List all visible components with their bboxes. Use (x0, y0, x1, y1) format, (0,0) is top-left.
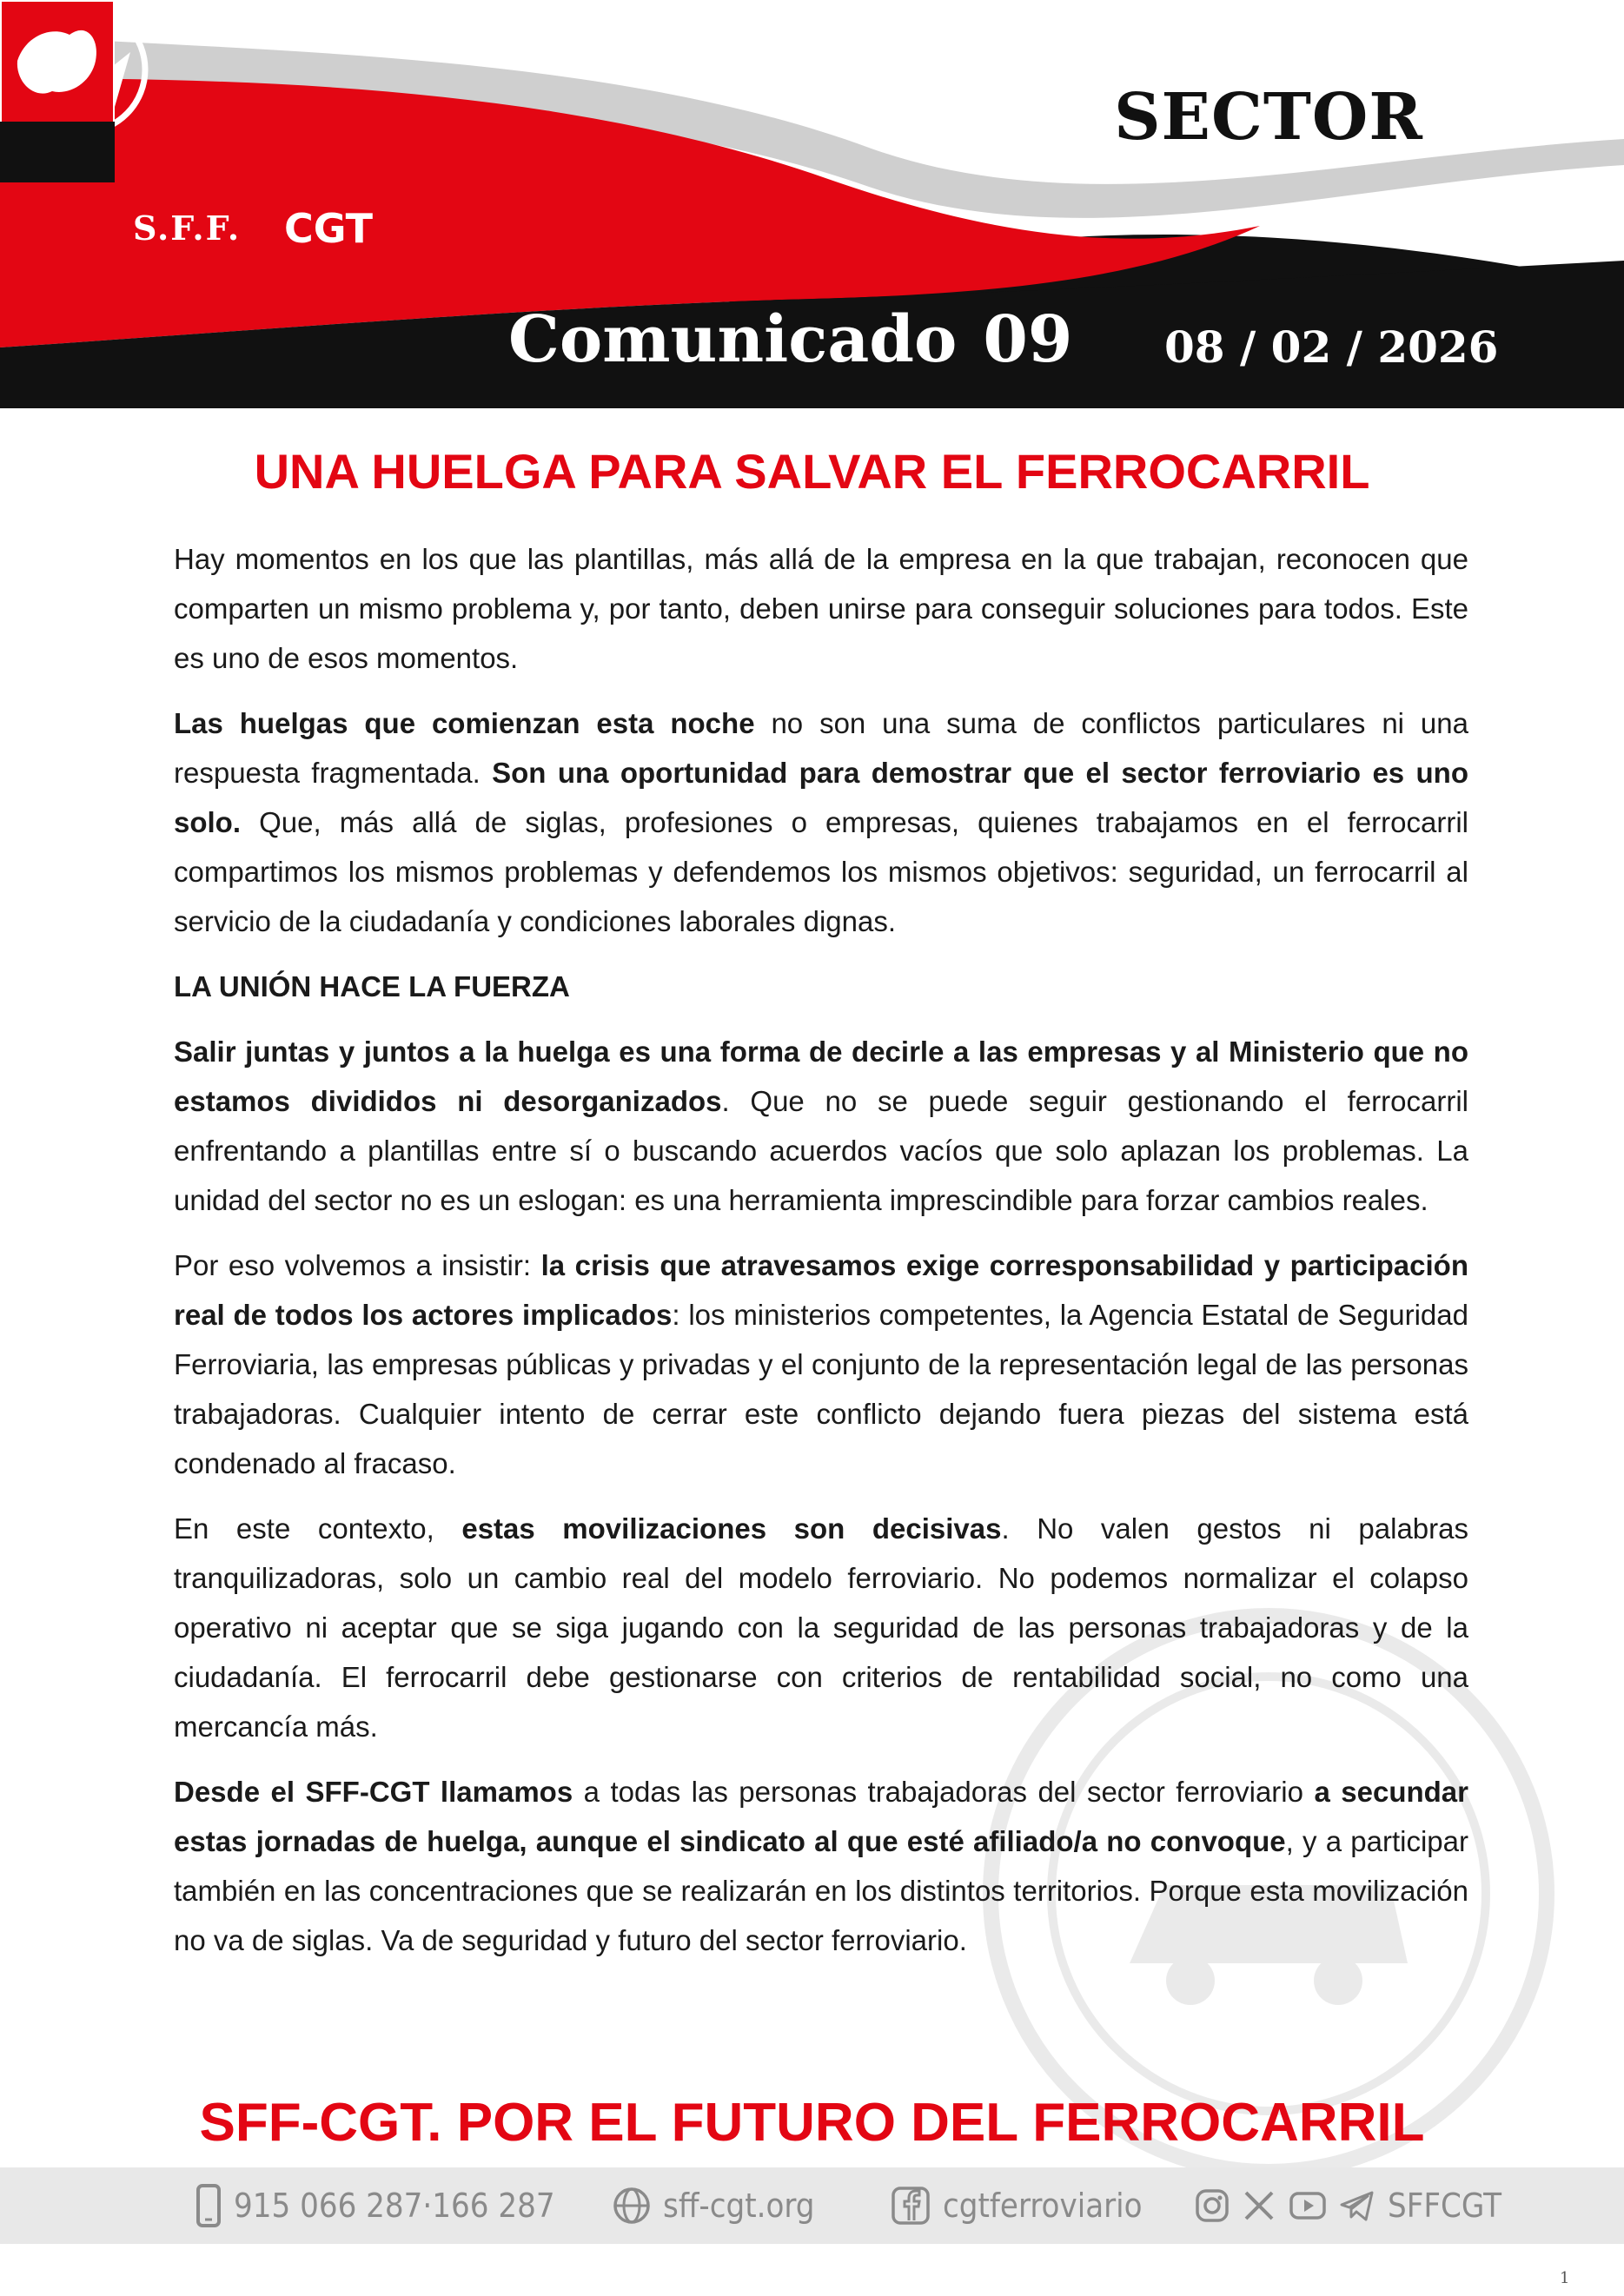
footer-website[interactable] (613, 2167, 814, 2244)
instagram-icon[interactable] (1195, 2188, 1230, 2223)
header-banner (0, 0, 1624, 408)
comunicado-title (508, 302, 1072, 377)
footer-phone (196, 2167, 555, 2244)
footer-social-handle[interactable]: SFFCGT (1388, 2187, 1501, 2225)
p4-text-2: : los ministerios competentes, la Agencia Estatal de Seguridad Ferroviaria, las empresas públicas y privadas y el conjunto de la representación legal de las personas trabajadoras. Cualquier intento de cerrar este conflicto dejando fuera piezas del sistema está condenado al fracaso. (174, 1299, 1468, 1479)
p4-bold-1: la crisis que atravesamos exige corresponsabilidad y participación real de todos los actores implicados (174, 1249, 1468, 1331)
p4-text-1: Por eso volvemos a insistir: (174, 1249, 541, 1281)
paragraph-4 (174, 1241, 1468, 1488)
facebook-icon (891, 2186, 931, 2226)
youtube-icon[interactable] (1289, 2188, 1327, 2223)
p5-text-1: En este contexto, (174, 1512, 462, 1545)
p6-bold-1: Desde el SFF-CGT llamamos (174, 1776, 573, 1808)
sector-label: SECTOR (1114, 80, 1423, 155)
p2-text-2: Que, más allá de siglas, profesiones o empresas, quienes trabajamos en el ferrocarril compartimos los mismos problemas y defendemos los mismos objetivos: seguridad, un ferrocarril al servicio de la ciudadanía y condiciones laborales dignas. (174, 806, 1468, 937)
footer-website-text[interactable]: sff-cgt.org (663, 2187, 815, 2225)
p6-text-1: a todas las personas trabajadoras del sector ferroviario (573, 1776, 1315, 1808)
footer-facebook[interactable] (891, 2167, 1143, 2244)
p2-text-1: no son una suma de conflictos particulares ni una respuesta fragmentada. (174, 707, 1468, 789)
p6-bold-2: a secundar estas jornadas de huelga, aunque el sindicato al que esté afiliado/a no convoque (174, 1776, 1468, 1857)
paragraph-3 (174, 1027, 1468, 1225)
cgt-logo-text: CGT (283, 205, 374, 252)
footer-facebook-text[interactable]: cgtferroviario (943, 2187, 1143, 2225)
footer-contact-bar (0, 2167, 1624, 2244)
p2-bold-1: Las huelgas que comienzan esta noche (174, 707, 755, 739)
paragraph-2 (174, 698, 1468, 946)
comunicado-label: Comunicado (508, 302, 958, 377)
article-body (174, 534, 1468, 1981)
p2-bold-2: Son una oportunidad para demostrar que el sector ferroviario es uno solo. (174, 757, 1468, 838)
sff-logo-text: S.F.F. (132, 208, 242, 248)
p6-text-2: , y a participar también en las concentraciones que se realizarán en los distintos territorios. Porque esta movilización no va de siglas. Va de seguridad y futuro del sector ferroviario. (174, 1825, 1468, 1956)
paragraph-6 (174, 1767, 1468, 1965)
p3-text-1: . Que no se puede seguir gestionando el ferrocarril enfrentando a plantillas entre sí o buscando acuerdos vacíos que solo aplazan los problemas. La unidad del sector no es un eslogan: es una herramienta imprescindible para forzar cambios reales. (174, 1085, 1468, 1216)
page-number: 1 (1560, 2269, 1570, 2287)
comunicado-number: 09 (983, 302, 1073, 377)
footer-phone-text: 915 066 287·166 287 (234, 2187, 555, 2225)
phone-icon (196, 2183, 222, 2228)
subheading: LA UNIÓN HACE LA FUERZA (174, 970, 570, 1002)
x-icon[interactable] (1242, 2188, 1276, 2223)
telegram-icon[interactable] (1339, 2188, 1375, 2223)
footer-social (1195, 2167, 1501, 2244)
p5-bold-1: estas movilizaciones son decisivas (461, 1512, 1002, 1545)
globe-icon (613, 2187, 651, 2225)
page-title: UNA HUELGA PARA SALVAR EL FERROCARRIL (254, 444, 1370, 499)
paragraph-5 (174, 1504, 1468, 1751)
paragraph-1: Hay momentos en los que las plantillas, más allá de la empresa en la que trabajan, reconocen que comparten un mismo problema y, por tanto, deben unirse para conseguir soluciones para todos. Este es uno de esos momentos. (174, 543, 1468, 674)
p5-text-2: . No valen gestos ni palabras tranquilizadoras, solo un cambio real del modelo ferroviario. No podemos normalizar el colapso operativo ni aceptar que se siga jugando con la seguridad de las personas trabajadoras y de la ciudadanía. El ferrocarril debe gestionarse con criterios de rentabilidad social, no como una mercancía más. (174, 1512, 1468, 1743)
cgt-logo (0, 0, 115, 182)
p3-bold-1: Salir juntas y juntos a la huelga es una forma de decirle a las empresas y al Ministerio que no estamos divididos ni desorganizados (174, 1036, 1468, 1117)
closing-slogan: SFF-CGT. POR EL FUTURO DEL FERROCARRIL (199, 2093, 1425, 2153)
comunicado-date: 08 / 02 / 2026 (1164, 321, 1499, 373)
